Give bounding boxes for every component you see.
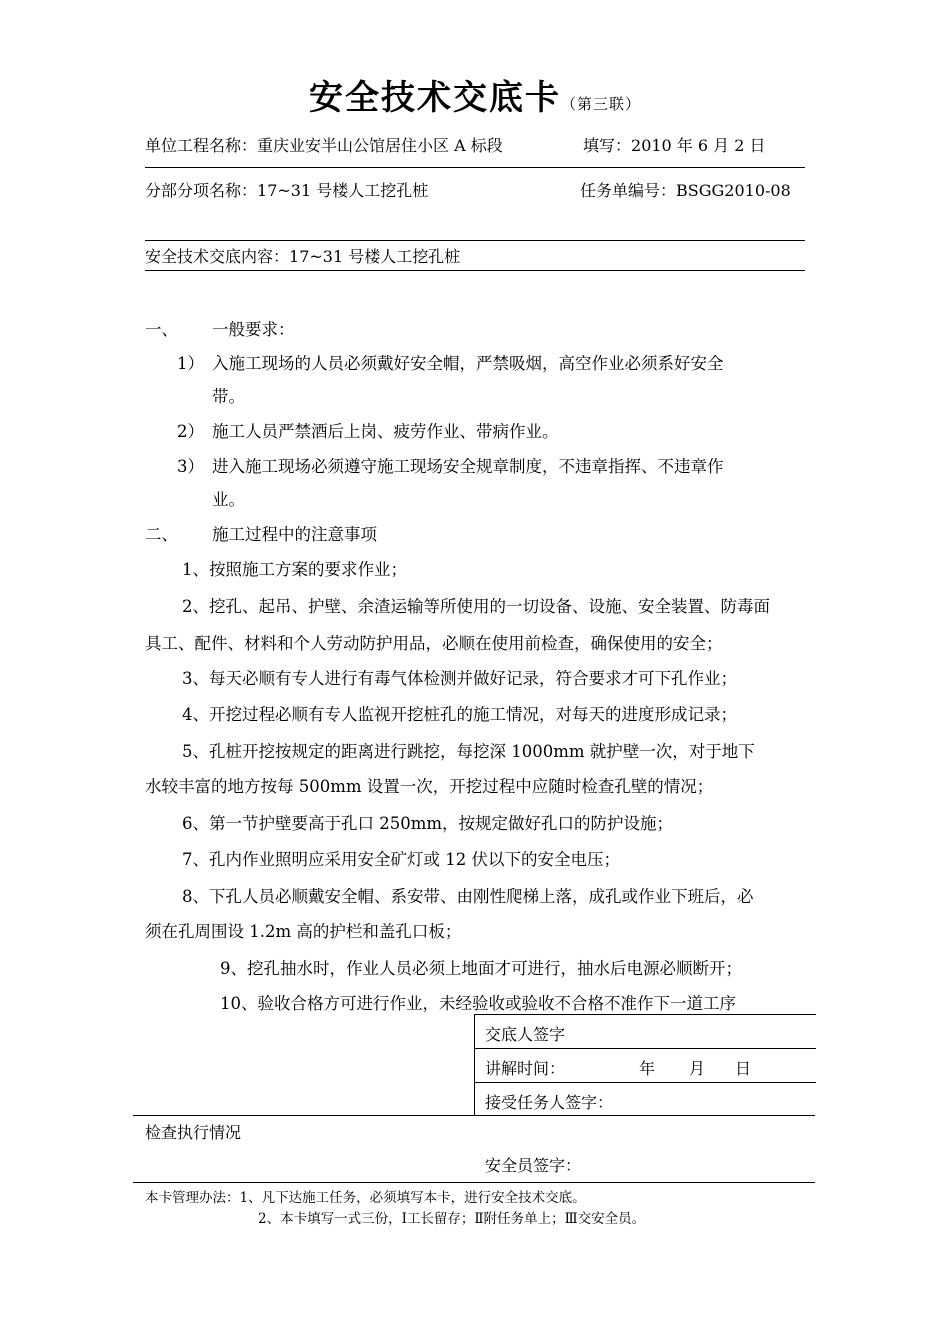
month-label: 月 <box>689 1059 706 1078</box>
task-label: 任务单编号： <box>580 181 677 200</box>
disclose-sign-label: 交底人签字 <box>485 1025 566 1044</box>
section1-title: 一般要求： <box>212 320 295 339</box>
note-line: 具工、配件、材料和个人劳动防护用品，必顺在使用前检查，确保使用的安全； <box>145 634 723 653</box>
year-label: 年 <box>639 1059 656 1078</box>
note-line: 4、开挖过程必顺有专人监视开挖桩孔的施工情况，对每天的进度形成记录； <box>182 705 737 724</box>
check-label: 检查执行情况 <box>145 1123 242 1142</box>
note-line: 5、孔桩开挖按规定的距离进行跳挖，每挖深 1000mm 就护壁一次，对于地下 <box>182 742 755 761</box>
explain-time-label: 讲解时间： <box>485 1059 566 1078</box>
content-row <box>145 244 460 267</box>
note-line: 3、每天必顺有专人进行有毒气体检测并做好记录，符合要求才可下孔作业； <box>182 669 737 688</box>
item-line: 施工人员严禁酒后上岗、疲劳作业、带病作业。 <box>212 422 559 441</box>
note-line: 9、挖孔抽水时，作业人员必须上地面才可进行，抽水后电源必顺断开； <box>220 959 742 978</box>
explain-cell <box>475 1048 816 1083</box>
receiver-cell <box>475 1082 816 1117</box>
safety-sign-label: 安全员签字： <box>485 1156 582 1175</box>
fill-date: 2010 年 6 月 2 日 <box>631 136 766 155</box>
task-value: BSGG2010-08 <box>676 181 791 200</box>
task-row <box>580 178 791 201</box>
footer-line1: 本卡管理办法：1、凡下达施工任务，必须填写本卡，进行安全技术交底。 <box>145 1190 586 1206</box>
disclose-cell <box>475 1014 816 1049</box>
content-label: 安全技术交底内容： <box>145 247 290 266</box>
signoff-box <box>474 1014 816 1116</box>
unit-label: 单位工程名称： <box>145 136 258 155</box>
fill-row <box>583 133 766 156</box>
note-line: 2、挖孔、起吊、护壁、余渣运输等所使用的一切设备、设施、安全装置、防毒面 <box>182 597 770 616</box>
unit-value: 重庆业安半山公馆居住小区 A 标段 <box>257 136 503 155</box>
note-line: 水较丰富的地方按每 500mm 设置一次，开挖过程中应随时检查孔壁的情况； <box>145 777 714 796</box>
title-main: 安全技术交底卡 <box>308 78 561 118</box>
note-line: 6、第一节护壁要高于孔口 250mm，按规定做好孔口的防护设施； <box>182 814 674 833</box>
section1-num: 一、 <box>145 320 178 339</box>
divider <box>145 270 805 271</box>
item-num: 2） <box>177 422 204 441</box>
footer-line2: 2、本卡填写一式三份，Ⅰ工长留存；Ⅱ附任务单上；Ⅲ交安全员。 <box>258 1211 646 1227</box>
item-line: 入施工现场的人员必须戴好安全帽，严禁吸烟，高空作业必须系好安全 <box>212 354 724 373</box>
divider <box>145 240 805 241</box>
section2-num: 二、 <box>145 525 178 544</box>
note-line: 10、验收合格方可进行作业，未经验收或验收不合格不准作下一道工序 <box>220 994 736 1013</box>
note-line: 7、孔内作业照明应采用安全矿灯或 12 伏以下的安全电压； <box>182 850 620 869</box>
day-label: 日 <box>735 1059 752 1078</box>
divider <box>133 1115 815 1116</box>
fill-label: 填写： <box>583 136 632 155</box>
note-line: 8、下孔人员必顺戴安全帽、系安带、由刚性爬梯上落，成孔或作业下班后，必 <box>182 887 754 906</box>
title-sub: （第三联） <box>560 95 641 113</box>
subitem-row <box>145 178 428 201</box>
note-line: 须在孔周围设 1.2m 高的护栏和盖孔口板； <box>145 922 462 941</box>
receiver-sign-label: 接受任务人签字： <box>485 1093 614 1112</box>
subitem-value: 17~31 号楼人工挖孔桩 <box>257 181 429 200</box>
unit-row <box>145 133 503 156</box>
divider <box>145 167 805 168</box>
item-num: 1） <box>177 354 204 373</box>
section2-title: 施工过程中的注意事项 <box>212 525 377 544</box>
content-value: 17~31 号楼人工挖孔桩 <box>289 247 461 266</box>
page-title <box>0 70 950 119</box>
subitem-label: 分部分项名称： <box>145 181 258 200</box>
item-line: 带。 <box>212 387 245 406</box>
item-num: 3） <box>177 457 204 476</box>
divider <box>133 1182 815 1183</box>
item-line: 进入施工现场必须遵守施工现场安全规章制度，不违章指挥、不违章作 <box>212 457 724 476</box>
item-line: 业。 <box>212 490 245 509</box>
note-line: 1、按照施工方案的要求作业； <box>182 560 407 579</box>
